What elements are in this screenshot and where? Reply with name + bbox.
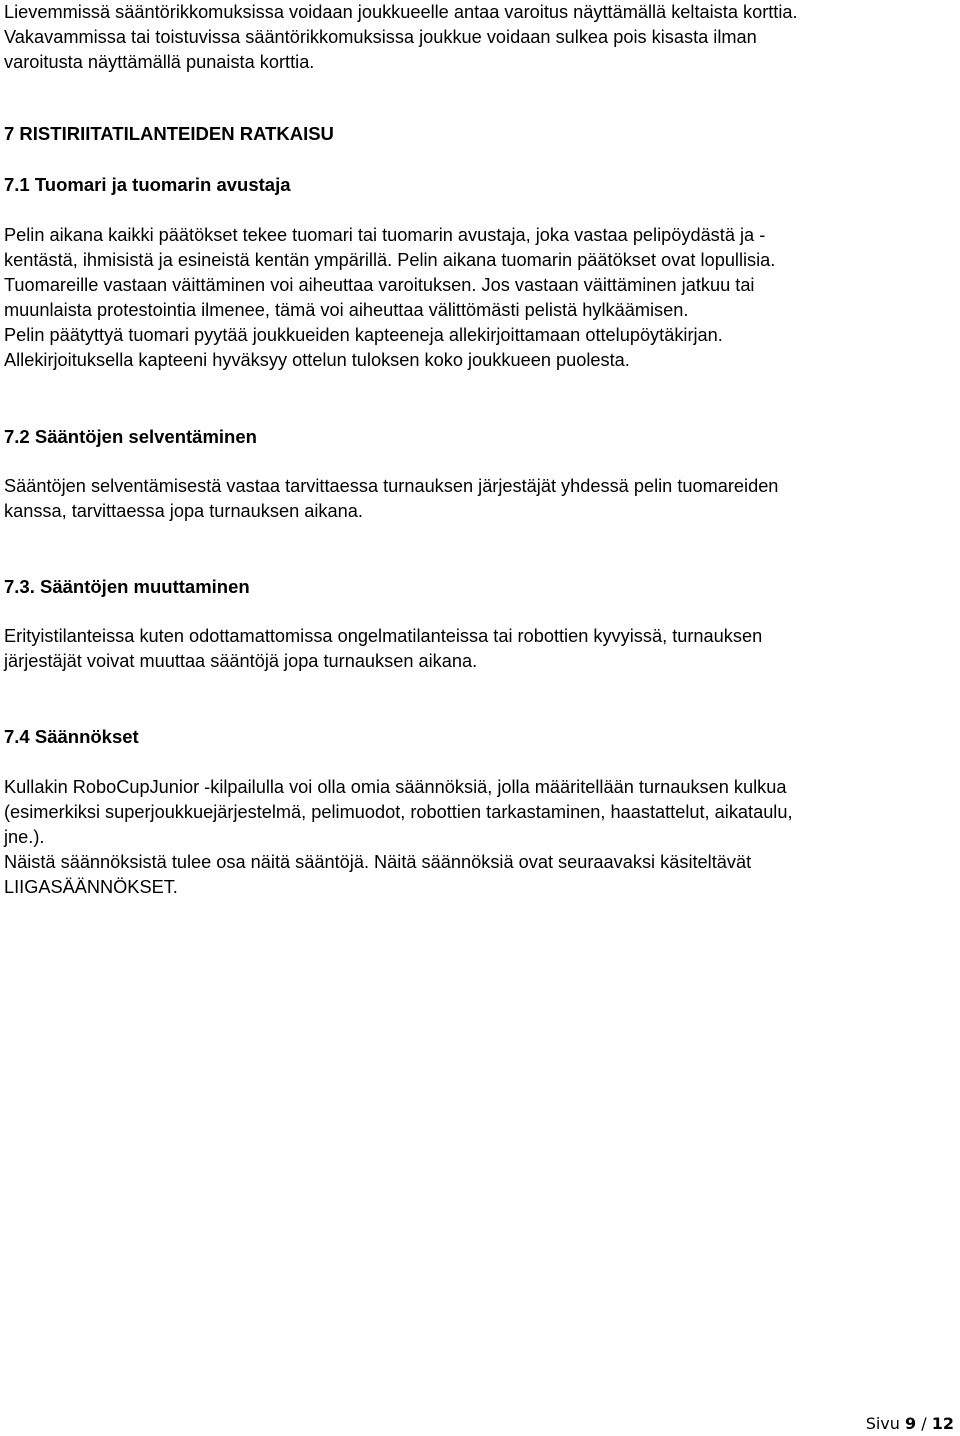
- section-7-2-paragraph: [4, 474, 950, 524]
- text-line: Erityistilanteissa kuten odottamattomissa ongelmatilanteissa tai robottien kyvyissä, turnauksen: [4, 626, 763, 646]
- intro-paragraph: [4, 0, 950, 75]
- text-line: kanssa, tarvittaessa jopa turnauksen aikana.: [4, 501, 363, 521]
- text-line: Allekirjoituksella kapteeni hyväksyy ottelun tuloksen koko joukkueen puolesta.: [4, 350, 630, 370]
- section-heading-7-2: 7.2 Sääntöjen selventäminen: [4, 426, 257, 447]
- section-7-3-paragraph: [4, 624, 950, 674]
- text-line: LIIGASÄÄNNÖKSET.: [4, 877, 178, 897]
- text-line: kentästä, ihmisistä ja esineistä kentän ympärillä. Pelin aikana tuomarin päätökset ovat lopullisia.: [4, 250, 776, 270]
- section-heading-7-4: 7.4 Säännökset: [4, 726, 139, 747]
- text-line: järjestäjät voivat muuttaa sääntöjä jopa turnauksen aikana.: [4, 651, 478, 671]
- text-line: varoitusta näyttämällä punaista korttia.: [4, 52, 315, 72]
- text-line: Vakavammissa tai toistuvissa sääntörikkomuksissa joukkue voidaan sulkea pois kisasta ilman: [4, 27, 757, 47]
- text-line: Pelin päätyttyä tuomari pyytää joukkueiden kapteeneja allekirjoittamaan ottelupöytäkirjan.: [4, 325, 723, 345]
- text-line: Lievemmissä sääntörikkomuksissa voidaan joukkueelle antaa varoitus näyttämällä keltaista korttia.: [4, 2, 798, 22]
- section-heading-7: 7 RISTIRIITATILANTEIDEN RATKAISU: [4, 123, 334, 144]
- text-line: Kullakin RoboCupJunior -kilpailulla voi olla omia säännöksiä, jolla määritellään turnauksen kulkua: [4, 777, 787, 797]
- text-line: jne.).: [4, 827, 45, 847]
- text-line: Näistä säännöksistä tulee osa näitä sääntöjä. Näitä säännöksiä ovat seuraavaksi käsiteltävät: [4, 852, 752, 872]
- text-line: Pelin aikana kaikki päätökset tekee tuomari tai tuomarin avustaja, joka vastaa pelipöydästä ja -: [4, 225, 766, 245]
- section-7-4-paragraph: [4, 775, 950, 900]
- text-line: muunlaista protestointia ilmenee, tämä voi aiheuttaa välittömästi pelistä hylkäämisen.: [4, 300, 689, 320]
- section-heading-7-3: 7.3. Sääntöjen muuttaminen: [4, 576, 250, 597]
- total-page-count: 12: [931, 1414, 954, 1433]
- section-7-1-paragraph: [4, 223, 950, 373]
- text-line: Tuomareille vastaan väittäminen voi aiheuttaa varoituksen. Jos vastaan väittäminen jatkuu tai: [4, 275, 755, 295]
- section-heading-7-1: 7.1 Tuomari ja tuomarin avustaja: [4, 174, 291, 195]
- text-line: (esimerkiksi superjoukkuejärjestelmä, pelimuodot, robottien tarkastaminen, haastattelut, aikataulu,: [4, 802, 793, 822]
- current-page-number: 9: [905, 1414, 917, 1433]
- text-line: Sääntöjen selventämisestä vastaa tarvittaessa turnauksen järjestäjät yhdessä pelin tuomareiden: [4, 476, 779, 496]
- page-label: Sivu: [865, 1414, 900, 1433]
- page-separator: /: [921, 1414, 927, 1433]
- page-number-footer: [866, 1413, 954, 1435]
